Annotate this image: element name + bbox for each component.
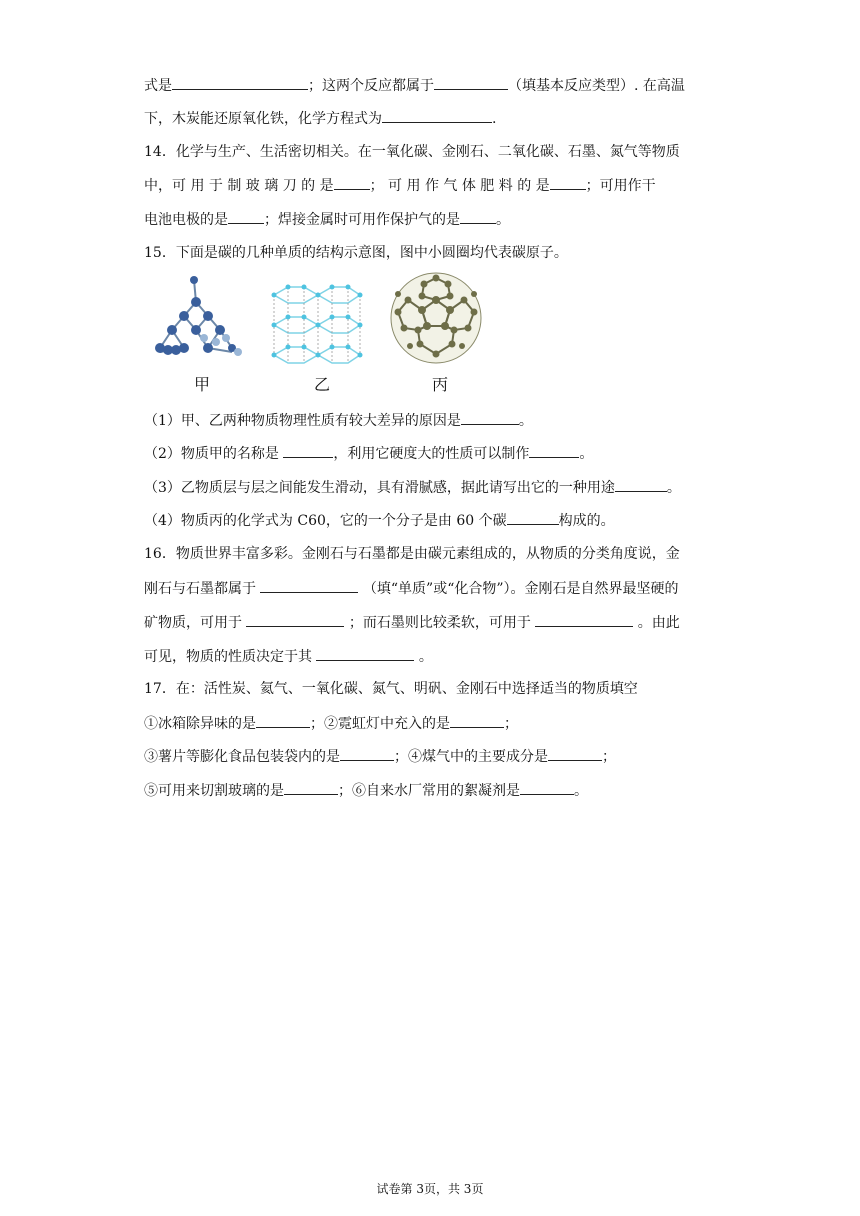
text: ；⑥自来水厂常用的絮凝剂是	[338, 783, 520, 799]
text: 。	[666, 480, 681, 496]
c60-structure-figure	[388, 270, 484, 366]
q16-line-3	[144, 612, 680, 633]
answer-blank[interactable]	[260, 578, 358, 593]
text: .	[492, 111, 497, 127]
text: （3）乙物质层与层之间能发生滑动，具有滑腻感，据此请写出它的一种用途	[144, 480, 615, 496]
caption-jia: 甲	[194, 375, 211, 394]
text: 式是	[144, 78, 172, 94]
q15-stem: 15．下面是碳的几种单质的结构示意图，图中小圆圈均代表碳原子。	[144, 245, 568, 261]
text: 。	[574, 783, 588, 799]
text: 构成的。	[558, 513, 615, 529]
text: ；②霓虹灯中充入的是	[310, 716, 450, 732]
q15-sub-4	[144, 510, 615, 531]
answer-blank[interactable]	[450, 713, 504, 728]
text: 下，木炭能还原氧化铁，化学方程式为	[144, 111, 382, 127]
q14-line-3	[144, 209, 510, 230]
q15-sub-2	[144, 443, 593, 464]
q14-line-1: 14．化学与生产、生活密切相关。在一氧化碳、金刚石、二氧化碳、石墨、氮气等物质	[144, 144, 680, 160]
q17-stem: 17．在：活性炭、氦气、一氧化碳、氮气、明矾、金刚石中选择适当的物质填空	[144, 681, 638, 697]
text: ，利用它硬度大的性质可以制作	[333, 446, 530, 462]
text: 中，可 用 于 制 玻 璃 刀 的 是	[144, 178, 334, 194]
text: 。	[496, 212, 510, 228]
q13-line-1	[144, 75, 685, 96]
q13-line-2	[144, 108, 496, 129]
text: （2）物质甲的名称是	[144, 446, 284, 462]
q15-sub-3	[144, 477, 681, 498]
caption-bing: 丙	[432, 375, 449, 394]
text: （填基本反应类型）. 在高温	[508, 78, 685, 94]
text: 刚石与石墨都属于	[144, 581, 261, 597]
answer-blank[interactable]	[382, 108, 492, 123]
answer-blank[interactable]	[461, 410, 519, 425]
text: ；④煤气中的主要成分是	[394, 749, 548, 765]
text: ；	[504, 716, 518, 732]
answer-blank[interactable]	[535, 612, 633, 627]
caption-yi: 乙	[314, 375, 331, 394]
text: ；这两个反应都属于	[308, 78, 434, 94]
answer-blank[interactable]	[520, 780, 574, 795]
answer-blank[interactable]	[548, 746, 602, 761]
page-footer: 试卷第 3页，共 3页	[376, 1182, 484, 1196]
answer-blank[interactable]	[316, 646, 414, 661]
text: 。由此	[633, 615, 680, 631]
text: 可见，物质的性质决定于其	[144, 649, 317, 665]
text: ；而石墨则比较柔软，可用于	[344, 615, 536, 631]
answer-blank[interactable]	[172, 75, 308, 90]
text: ；可用作干	[585, 178, 656, 194]
text: ⑤可用来切割玻璃的是	[144, 783, 284, 799]
text: 。	[414, 649, 433, 665]
answer-blank[interactable]	[507, 510, 559, 525]
answer-blank[interactable]	[434, 75, 508, 90]
answer-blank[interactable]	[340, 746, 394, 761]
answer-blank[interactable]	[460, 209, 496, 224]
diamond-structure-figure	[146, 272, 246, 362]
text: 电池电极的是	[144, 212, 228, 228]
q16-line-1: 16．物质世界丰富多彩。金刚石与石墨都是由碳元素组成的，从物质的分类角度说，金	[144, 546, 680, 562]
text: （4）物质丙的化学式为 C60，它的一个分子是由 60 个碳	[144, 513, 507, 529]
answer-blank[interactable]	[256, 713, 310, 728]
q16-line-2	[144, 578, 679, 599]
text: ；焊接金属时可用作保护气的是	[264, 212, 460, 228]
answer-blank[interactable]	[283, 443, 333, 458]
text: （1）甲、乙两种物质物理性质有较大差异的原因是	[144, 413, 461, 429]
text: ③薯片等膨化食品包装袋内的是	[144, 749, 340, 765]
text: ；	[602, 749, 616, 765]
q17-line-1	[144, 713, 518, 734]
answer-blank[interactable]	[334, 175, 370, 190]
text: 。	[579, 446, 594, 462]
answer-blank[interactable]	[529, 443, 579, 458]
graphite-structure-figure	[268, 275, 366, 365]
q14-line-2	[144, 175, 656, 196]
q16-line-4	[144, 646, 433, 667]
answer-blank[interactable]	[228, 209, 264, 224]
text: ①冰箱除异味的是	[144, 716, 256, 732]
q15-sub-1	[144, 410, 533, 431]
q17-line-2	[144, 746, 616, 767]
text: （填“单质”或“化合物”）。金刚石是自然界最坚硬的	[358, 581, 679, 597]
q17-line-3	[144, 780, 588, 801]
answer-blank[interactable]	[246, 612, 344, 627]
text: 矿物质，可用于	[144, 615, 247, 631]
text: ； 可 用 作 气 体 肥 料 的 是	[369, 178, 550, 194]
answer-blank[interactable]	[550, 175, 586, 190]
answer-blank[interactable]	[615, 477, 667, 492]
answer-blank[interactable]	[284, 780, 338, 795]
text: 。	[518, 413, 533, 429]
